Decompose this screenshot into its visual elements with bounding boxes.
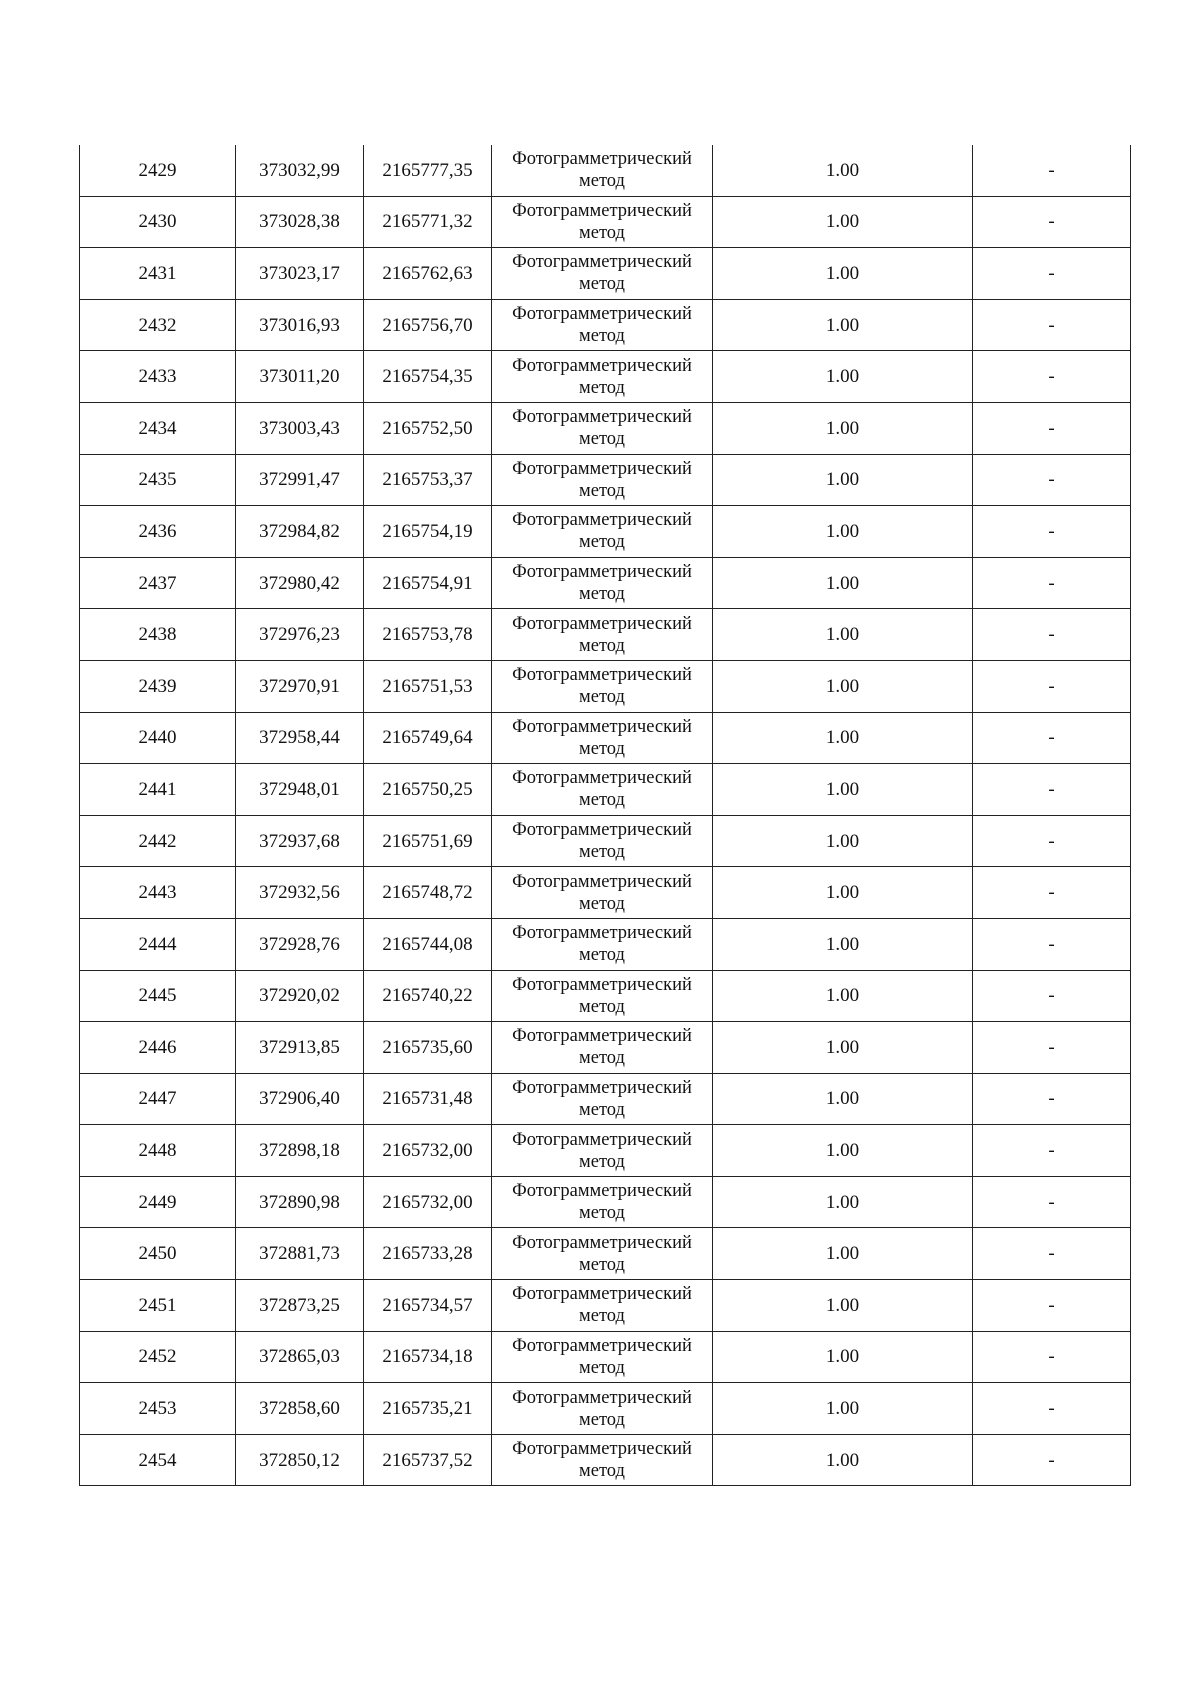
- y-coordinate-cell: 2165737,52: [364, 1434, 492, 1486]
- note-cell: -: [973, 1022, 1131, 1074]
- method-line-1: Фотограмметрический: [512, 149, 692, 170]
- x-coordinate-cell: 372932,56: [236, 867, 364, 919]
- note-cell: -: [973, 196, 1131, 248]
- method-line-2: метод: [579, 429, 625, 450]
- table-row: [80, 815, 1131, 867]
- note-cell: -: [973, 970, 1131, 1022]
- table-row: [80, 506, 1131, 558]
- table-row: [80, 145, 1131, 196]
- point-number-cell: 2431: [80, 248, 236, 300]
- method-cell: [492, 1125, 713, 1177]
- x-coordinate-cell: 372970,91: [236, 660, 364, 712]
- method-line-2: метод: [579, 1357, 625, 1378]
- y-coordinate-cell: 2165731,48: [364, 1073, 492, 1125]
- accuracy-cell: 1.00: [713, 970, 973, 1022]
- method-cell: [492, 1022, 713, 1074]
- note-cell: -: [973, 712, 1131, 764]
- method-cell: [492, 351, 713, 403]
- x-coordinate-cell: 372928,76: [236, 918, 364, 970]
- note-cell: -: [973, 867, 1131, 919]
- y-coordinate-cell: 2165754,91: [364, 557, 492, 609]
- coordinates-table: [79, 145, 1131, 1486]
- method-line-2: метод: [579, 687, 625, 708]
- table-row: [80, 248, 1131, 300]
- accuracy-cell: 1.00: [713, 402, 973, 454]
- point-number-cell: 2436: [80, 506, 236, 558]
- note-cell: -: [973, 454, 1131, 506]
- table-row: [80, 299, 1131, 351]
- accuracy-cell: 1.00: [713, 1228, 973, 1280]
- y-coordinate-cell: 2165754,35: [364, 351, 492, 403]
- x-coordinate-cell: 372976,23: [236, 609, 364, 661]
- method-line-1: Фотограмметрический: [512, 1181, 692, 1202]
- note-cell: -: [973, 1434, 1131, 1486]
- x-coordinate-cell: 373028,38: [236, 196, 364, 248]
- point-number-cell: 2429: [80, 145, 236, 196]
- method-line-1: Фотограмметрический: [512, 1284, 692, 1305]
- table-row: [80, 402, 1131, 454]
- x-coordinate-cell: 372873,25: [236, 1280, 364, 1332]
- method-line-1: Фотограмметрический: [512, 1232, 692, 1253]
- method-line-2: метод: [579, 1254, 625, 1275]
- point-number-cell: 2453: [80, 1383, 236, 1435]
- y-coordinate-cell: 2165751,53: [364, 660, 492, 712]
- point-number-cell: 2449: [80, 1176, 236, 1228]
- method-cell: [492, 764, 713, 816]
- table-row: [80, 764, 1131, 816]
- method-line-1: Фотограмметрический: [512, 562, 692, 583]
- note-cell: -: [973, 609, 1131, 661]
- note-cell: -: [973, 145, 1131, 196]
- method-line-1: Фотограмметрический: [512, 1026, 692, 1047]
- note-cell: -: [973, 1331, 1131, 1383]
- note-cell: -: [973, 248, 1131, 300]
- method-line-1: Фотограмметрический: [512, 768, 692, 789]
- table-row: [80, 557, 1131, 609]
- method-cell: [492, 248, 713, 300]
- y-coordinate-cell: 2165777,35: [364, 145, 492, 196]
- method-cell: [492, 145, 713, 196]
- accuracy-cell: 1.00: [713, 557, 973, 609]
- method-line-2: метод: [579, 738, 625, 759]
- method-cell: [492, 1383, 713, 1435]
- table-row: [80, 712, 1131, 764]
- method-line-1: Фотограмметрический: [512, 1077, 692, 1098]
- method-cell: [492, 1228, 713, 1280]
- y-coordinate-cell: 2165771,32: [364, 196, 492, 248]
- method-line-2: метод: [579, 1306, 625, 1327]
- y-coordinate-cell: 2165732,00: [364, 1176, 492, 1228]
- method-line-2: метод: [579, 480, 625, 501]
- x-coordinate-cell: 372865,03: [236, 1331, 364, 1383]
- x-coordinate-cell: 372980,42: [236, 557, 364, 609]
- table-row: [80, 1228, 1131, 1280]
- point-number-cell: 2447: [80, 1073, 236, 1125]
- method-cell: [492, 660, 713, 712]
- method-line-2: метод: [579, 326, 625, 347]
- y-coordinate-cell: 2165734,57: [364, 1280, 492, 1332]
- x-coordinate-cell: 372858,60: [236, 1383, 364, 1435]
- x-coordinate-cell: 373016,93: [236, 299, 364, 351]
- accuracy-cell: 1.00: [713, 609, 973, 661]
- method-line-1: Фотограмметрический: [512, 355, 692, 376]
- method-line-2: метод: [579, 222, 625, 243]
- method-cell: [492, 1280, 713, 1332]
- method-line-1: Фотограмметрический: [512, 716, 692, 737]
- point-number-cell: 2439: [80, 660, 236, 712]
- x-coordinate-cell: 372906,40: [236, 1073, 364, 1125]
- point-number-cell: 2433: [80, 351, 236, 403]
- table-row: [80, 1022, 1131, 1074]
- accuracy-cell: 1.00: [713, 712, 973, 764]
- point-number-cell: 2432: [80, 299, 236, 351]
- point-number-cell: 2438: [80, 609, 236, 661]
- point-number-cell: 2446: [80, 1022, 236, 1074]
- method-line-1: Фотограмметрический: [512, 871, 692, 892]
- point-number-cell: 2454: [80, 1434, 236, 1486]
- method-line-2: метод: [579, 945, 625, 966]
- table-row: [80, 660, 1131, 712]
- accuracy-cell: 1.00: [713, 815, 973, 867]
- method-line-1: Фотограмметрический: [512, 252, 692, 273]
- note-cell: -: [973, 660, 1131, 712]
- point-number-cell: 2440: [80, 712, 236, 764]
- accuracy-cell: 1.00: [713, 660, 973, 712]
- x-coordinate-cell: 372991,47: [236, 454, 364, 506]
- x-coordinate-cell: 373003,43: [236, 402, 364, 454]
- point-number-cell: 2441: [80, 764, 236, 816]
- method-line-1: Фотограмметрический: [512, 458, 692, 479]
- accuracy-cell: 1.00: [713, 1073, 973, 1125]
- note-cell: -: [973, 1125, 1131, 1177]
- method-cell: [492, 557, 713, 609]
- y-coordinate-cell: 2165735,21: [364, 1383, 492, 1435]
- method-line-2: метод: [579, 1048, 625, 1069]
- y-coordinate-cell: 2165756,70: [364, 299, 492, 351]
- note-cell: -: [973, 918, 1131, 970]
- x-coordinate-cell: 372958,44: [236, 712, 364, 764]
- method-line-2: метод: [579, 1099, 625, 1120]
- accuracy-cell: 1.00: [713, 1176, 973, 1228]
- x-coordinate-cell: 372984,82: [236, 506, 364, 558]
- method-line-1: Фотограмметрический: [512, 613, 692, 634]
- table-row: [80, 1125, 1131, 1177]
- method-line-1: Фотограмметрический: [512, 1439, 692, 1460]
- point-number-cell: 2435: [80, 454, 236, 506]
- method-cell: [492, 867, 713, 919]
- method-line-1: Фотограмметрический: [512, 923, 692, 944]
- y-coordinate-cell: 2165750,25: [364, 764, 492, 816]
- method-line-2: метод: [579, 893, 625, 914]
- method-cell: [492, 506, 713, 558]
- y-coordinate-cell: 2165754,19: [364, 506, 492, 558]
- table-row: [80, 196, 1131, 248]
- y-coordinate-cell: 2165735,60: [364, 1022, 492, 1074]
- method-line-1: Фотограмметрический: [512, 1387, 692, 1408]
- table-row: [80, 1280, 1131, 1332]
- point-number-cell: 2442: [80, 815, 236, 867]
- x-coordinate-cell: 372920,02: [236, 970, 364, 1022]
- note-cell: -: [973, 815, 1131, 867]
- x-coordinate-cell: 372890,98: [236, 1176, 364, 1228]
- coordinates-table-body: [80, 145, 1131, 1486]
- method-line-2: метод: [579, 377, 625, 398]
- accuracy-cell: 1.00: [713, 351, 973, 403]
- method-cell: [492, 609, 713, 661]
- method-line-1: Фотограмметрический: [512, 974, 692, 995]
- note-cell: -: [973, 506, 1131, 558]
- table-row: [80, 1434, 1131, 1486]
- table-row: [80, 1383, 1131, 1435]
- table-row: [80, 918, 1131, 970]
- x-coordinate-cell: 372898,18: [236, 1125, 364, 1177]
- accuracy-cell: 1.00: [713, 764, 973, 816]
- point-number-cell: 2444: [80, 918, 236, 970]
- table-row: [80, 1331, 1131, 1383]
- x-coordinate-cell: 373011,20: [236, 351, 364, 403]
- note-cell: -: [973, 557, 1131, 609]
- note-cell: -: [973, 1383, 1131, 1435]
- accuracy-cell: 1.00: [713, 1280, 973, 1332]
- table-row: [80, 1073, 1131, 1125]
- x-coordinate-cell: 372948,01: [236, 764, 364, 816]
- point-number-cell: 2430: [80, 196, 236, 248]
- method-line-1: Фотограмметрический: [512, 820, 692, 841]
- note-cell: -: [973, 764, 1131, 816]
- x-coordinate-cell: 372850,12: [236, 1434, 364, 1486]
- y-coordinate-cell: 2165753,78: [364, 609, 492, 661]
- method-line-1: Фотограмметрический: [512, 304, 692, 325]
- method-cell: [492, 1176, 713, 1228]
- method-line-1: Фотограмметрический: [512, 200, 692, 221]
- point-number-cell: 2434: [80, 402, 236, 454]
- table-row: [80, 351, 1131, 403]
- y-coordinate-cell: 2165732,00: [364, 1125, 492, 1177]
- y-coordinate-cell: 2165740,22: [364, 970, 492, 1022]
- accuracy-cell: 1.00: [713, 1022, 973, 1074]
- table-row: [80, 609, 1131, 661]
- method-line-2: метод: [579, 171, 625, 192]
- method-line-1: Фотограмметрический: [512, 1335, 692, 1356]
- method-cell: [492, 402, 713, 454]
- point-number-cell: 2450: [80, 1228, 236, 1280]
- accuracy-cell: 1.00: [713, 145, 973, 196]
- accuracy-cell: 1.00: [713, 299, 973, 351]
- note-cell: -: [973, 1228, 1131, 1280]
- point-number-cell: 2443: [80, 867, 236, 919]
- accuracy-cell: 1.00: [713, 867, 973, 919]
- y-coordinate-cell: 2165751,69: [364, 815, 492, 867]
- accuracy-cell: 1.00: [713, 1331, 973, 1383]
- y-coordinate-cell: 2165762,63: [364, 248, 492, 300]
- note-cell: -: [973, 1280, 1131, 1332]
- method-line-2: метод: [579, 1151, 625, 1172]
- note-cell: -: [973, 402, 1131, 454]
- accuracy-cell: 1.00: [713, 454, 973, 506]
- method-cell: [492, 196, 713, 248]
- accuracy-cell: 1.00: [713, 248, 973, 300]
- method-line-2: метод: [579, 790, 625, 811]
- table-row: [80, 970, 1131, 1022]
- method-cell: [492, 454, 713, 506]
- x-coordinate-cell: 373032,99: [236, 145, 364, 196]
- table-row: [80, 1176, 1131, 1228]
- method-line-2: метод: [579, 1409, 625, 1430]
- method-cell: [492, 1331, 713, 1383]
- method-cell: [492, 918, 713, 970]
- x-coordinate-cell: 372937,68: [236, 815, 364, 867]
- method-line-2: метод: [579, 1461, 625, 1482]
- note-cell: -: [973, 1176, 1131, 1228]
- accuracy-cell: 1.00: [713, 1434, 973, 1486]
- table-row: [80, 867, 1131, 919]
- y-coordinate-cell: 2165733,28: [364, 1228, 492, 1280]
- y-coordinate-cell: 2165748,72: [364, 867, 492, 919]
- method-line-2: метод: [579, 274, 625, 295]
- method-cell: [492, 299, 713, 351]
- method-cell: [492, 815, 713, 867]
- method-cell: [492, 712, 713, 764]
- method-line-2: метод: [579, 584, 625, 605]
- method-line-2: метод: [579, 532, 625, 553]
- note-cell: -: [973, 1073, 1131, 1125]
- x-coordinate-cell: 372913,85: [236, 1022, 364, 1074]
- method-line-2: метод: [579, 1203, 625, 1224]
- note-cell: -: [973, 299, 1131, 351]
- accuracy-cell: 1.00: [713, 1383, 973, 1435]
- method-line-2: метод: [579, 996, 625, 1017]
- note-cell: -: [973, 351, 1131, 403]
- point-number-cell: 2451: [80, 1280, 236, 1332]
- y-coordinate-cell: 2165744,08: [364, 918, 492, 970]
- method-line-1: Фотограмметрический: [512, 407, 692, 428]
- point-number-cell: 2452: [80, 1331, 236, 1383]
- point-number-cell: 2445: [80, 970, 236, 1022]
- accuracy-cell: 1.00: [713, 196, 973, 248]
- table-row: [80, 454, 1131, 506]
- y-coordinate-cell: 2165752,50: [364, 402, 492, 454]
- accuracy-cell: 1.00: [713, 1125, 973, 1177]
- method-cell: [492, 1073, 713, 1125]
- point-number-cell: 2437: [80, 557, 236, 609]
- accuracy-cell: 1.00: [713, 918, 973, 970]
- method-line-1: Фотограмметрический: [512, 510, 692, 531]
- point-number-cell: 2448: [80, 1125, 236, 1177]
- method-line-2: метод: [579, 842, 625, 863]
- x-coordinate-cell: 372881,73: [236, 1228, 364, 1280]
- method-line-1: Фотограмметрический: [512, 665, 692, 686]
- method-cell: [492, 970, 713, 1022]
- y-coordinate-cell: 2165753,37: [364, 454, 492, 506]
- method-cell: [492, 1434, 713, 1486]
- y-coordinate-cell: 2165749,64: [364, 712, 492, 764]
- method-line-1: Фотограмметрический: [512, 1129, 692, 1150]
- y-coordinate-cell: 2165734,18: [364, 1331, 492, 1383]
- method-line-2: метод: [579, 635, 625, 656]
- accuracy-cell: 1.00: [713, 506, 973, 558]
- x-coordinate-cell: 373023,17: [236, 248, 364, 300]
